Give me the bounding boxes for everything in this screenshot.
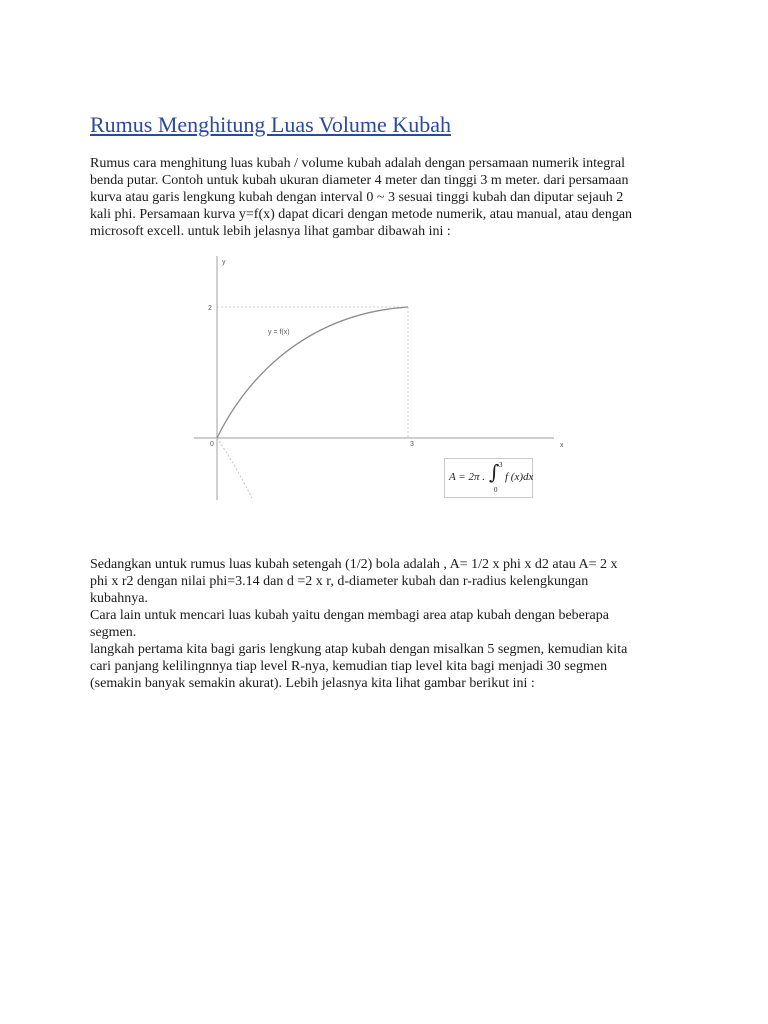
formula-upper-limit: 3 <box>499 461 503 469</box>
x-axis-label: x <box>560 442 564 449</box>
area-formula-box <box>444 458 533 498</box>
paragraph-line: Cara lain untuk mencari luas kubah yaitu dengan membagi area atap kubah dengan beberapa <box>90 608 609 623</box>
paragraph-line: kali phi. Persamaan kurva y=f(x) dapat dicari dengan metode numerik, atau manual, atau dengan <box>90 207 633 222</box>
formula-lower-limit: 0 <box>494 486 498 494</box>
dome-curve <box>217 307 408 438</box>
page-title[interactable]: Rumus Menghitung Luas Volume Kubah <box>90 112 451 137</box>
curve-label: y = f(x) <box>268 329 290 336</box>
paragraph-line: kubahnya. <box>90 591 148 606</box>
explanation-paragraph <box>90 556 690 692</box>
paragraph-line: langkah pertama kita bagi garis lengkung atap kubah dengan misalkan 5 segmen, kemudian kita <box>90 642 628 657</box>
paragraph-line: (semakin banyak semakin akurat). Lebih jelasnya kita lihat gambar berikut ini : <box>90 676 535 691</box>
y-axis-label: y <box>222 259 226 266</box>
curve-continuation <box>217 438 252 498</box>
paragraph-line: segmen. <box>90 625 137 640</box>
integral-sign-icon: ∫ <box>489 460 500 484</box>
x-tick-label: 3 <box>410 441 414 448</box>
paragraph-line: microsoft excell. untuk lebih jelasnya lihat gambar dibawah ini : <box>90 224 451 239</box>
paragraph-line: Rumus cara menghitung luas kubah / volume kubah adalah dengan persamaan numerik integral <box>90 156 625 171</box>
origin-label: 0 <box>210 441 214 448</box>
paragraph-line: benda putar. Contoh untuk kubah ukuran diameter 4 meter dan tinggi 3 m meter. dari persamaan <box>90 173 629 188</box>
formula-lhs: A = 2π . <box>449 471 485 483</box>
formula-integrand: f (x)dx <box>505 471 534 483</box>
paragraph-line: kurva atau garis lengkung kubah dengan interval 0 ~ 3 sesuai tinggi kubah dan diputar sejauh 2 <box>90 190 624 205</box>
paragraph-line: cari panjang kelilingnnya tiap level R-nya, kemudian tiap level kita bagi menjadi 30 segmen <box>90 659 608 674</box>
paragraph-line: phi x r2 dengan nilai phi=3.14 dan d =2 x r, d-diameter kubah dan r-radius kelengkungan <box>90 574 589 589</box>
paragraph-line: Sedangkan untuk rumus luas kubah setengah (1/2) bola adalah , A= 1/2 x phi x d2 atau A= 2 x <box>90 557 618 572</box>
intro-paragraph <box>90 155 690 240</box>
y-tick-label: 2 <box>208 305 212 312</box>
